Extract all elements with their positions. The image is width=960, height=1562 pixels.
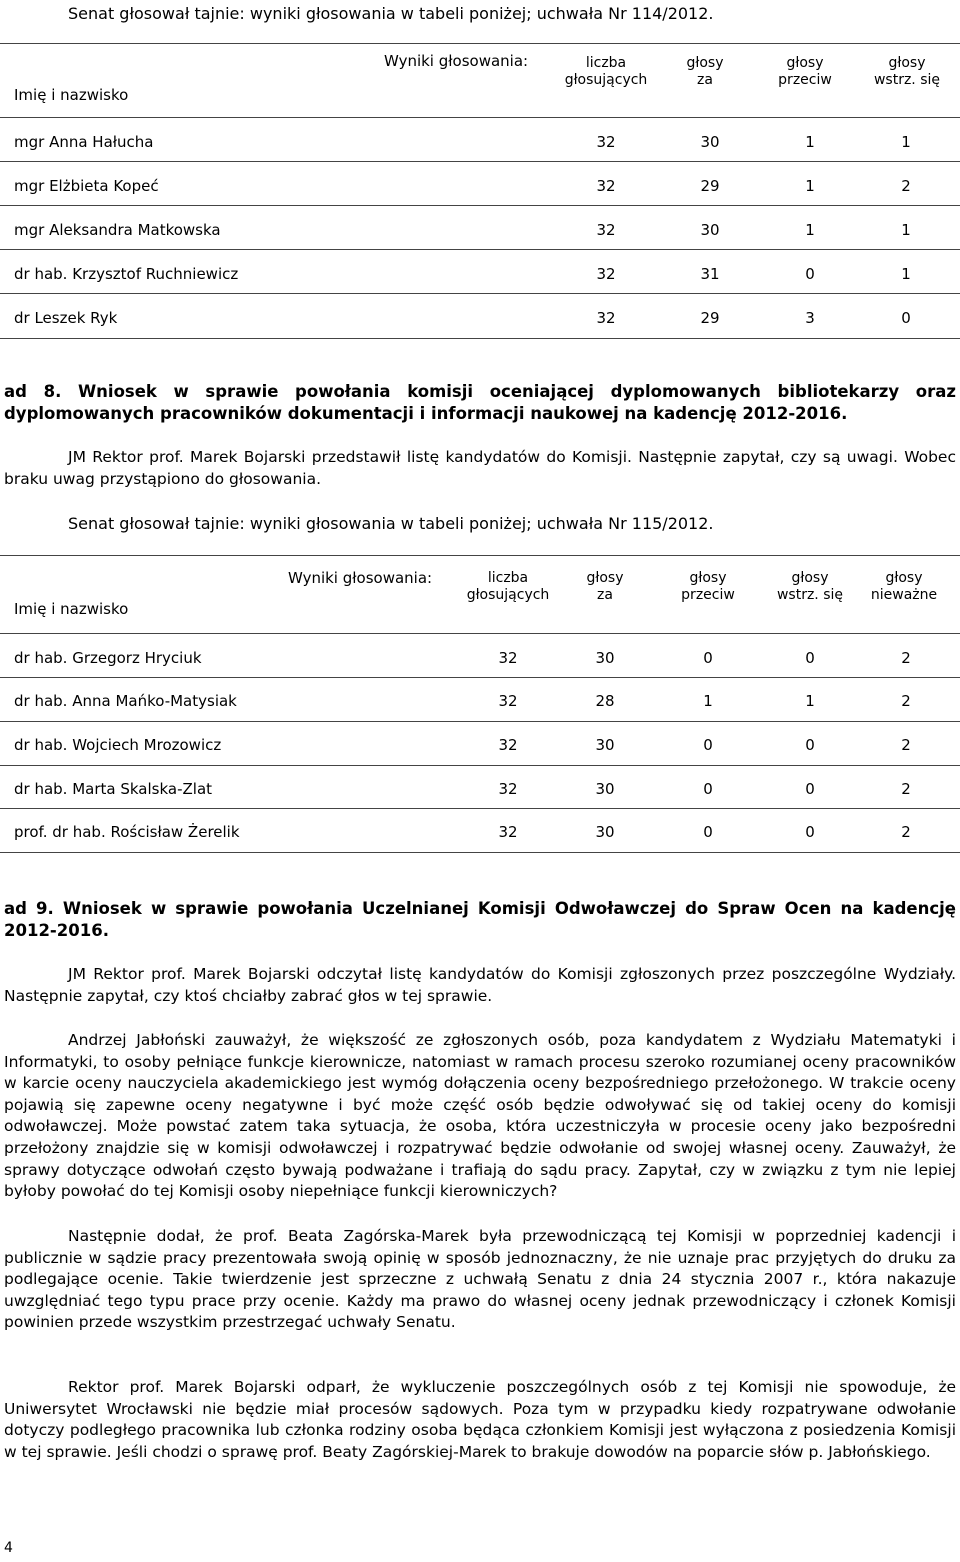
- table1-header-border: [0, 117, 960, 118]
- row-value: 2: [901, 692, 911, 710]
- row-value: 0: [703, 736, 713, 754]
- table1-row-border: [0, 249, 960, 250]
- row-value: 2: [901, 823, 911, 841]
- row-value: 0: [805, 649, 815, 667]
- table2-row-border: [0, 808, 960, 809]
- row-value: 0: [703, 780, 713, 798]
- row-value: 0: [703, 649, 713, 667]
- row-name: mgr Anna Hałucha: [14, 133, 154, 151]
- vote-intro-114: Senat głosował tajnie: wyniki głosowania w tabeli poniżej; uchwała Nr 114/2012.: [68, 4, 714, 23]
- table1-row-border: [0, 293, 960, 294]
- row-value: 32: [498, 736, 518, 754]
- row-value: 32: [596, 265, 616, 283]
- row-name: dr hab. Marta Skalska-Zlat: [14, 780, 213, 798]
- table2-header-border: [0, 633, 960, 634]
- row-value: 1: [703, 692, 713, 710]
- row-value: 0: [901, 309, 911, 327]
- row-value: 1: [901, 265, 911, 283]
- table2-header-name: Imię i nazwisko: [14, 600, 129, 618]
- row-value: 0: [703, 823, 713, 841]
- ad8-heading: ad 8. Wniosek w sprawie powołania komisji oceniającej dyplomowanych bibliotekarzy oraz dyplomowanych pracowników dokumentacji i informacji naukowej na kadencję 2012-2016.: [4, 382, 956, 423]
- table2-bottom-border: [0, 852, 960, 853]
- row-value: 2: [901, 649, 911, 667]
- row-value: 3: [805, 309, 815, 327]
- row-value: 2: [901, 736, 911, 754]
- row-value: 32: [596, 177, 616, 195]
- table2-col-voters: liczba głosujących: [466, 570, 550, 603]
- vote-intro-115: Senat głosował tajnie: wyniki głosowania w tabeli poniżej; uchwała Nr 115/2012.: [68, 514, 714, 533]
- row-value: 32: [498, 692, 518, 710]
- row-value: 32: [498, 649, 518, 667]
- ad9-paragraph-3: Następnie dodał, że prof. Beata Zagórska-Marek była przewodniczącą tej Komisji w poprzedniej kadencji i publicznie w sądzie pracy prezentowała swoją opinię w sposób jednoznaczny, że nie uznaje prac przyjętych do druku za podlegające ocenie. Takie twierdzenie jest sprzeczne z uchwałą Senatu z dnia 24 stycznia 2007 r., która nakazuje uwzględniać tego typu prace przy ocenie. Każdy ma prawo do własnej oceny jednak przewodniczący i członek Komisji powinien przede wszystkim przestrzegać uchwały Senatu.: [4, 1227, 956, 1332]
- table2-top-border: [0, 555, 960, 556]
- row-value: 30: [595, 823, 615, 841]
- table2-col-against: głosy przeciw: [681, 570, 735, 603]
- row-value: 32: [596, 133, 616, 151]
- row-name: dr hab. Anna Mańko-Matysiak: [14, 692, 237, 710]
- row-value: 1: [901, 133, 911, 151]
- row-name: mgr Aleksandra Matkowska: [14, 221, 221, 239]
- row-name: dr hab. Grzegorz Hryciuk: [14, 649, 202, 667]
- table2-row-border: [0, 677, 960, 678]
- row-value: 30: [700, 133, 720, 151]
- row-value: 1: [805, 692, 815, 710]
- row-value: 2: [901, 177, 911, 195]
- row-value: 32: [596, 221, 616, 239]
- row-value: 1: [805, 133, 815, 151]
- row-value: 0: [805, 736, 815, 754]
- table1-row-border: [0, 205, 960, 206]
- row-value: 1: [805, 177, 815, 195]
- row-value: 0: [805, 265, 815, 283]
- table1-col-abstain: głosy wstrz. się: [873, 55, 941, 88]
- row-value: 32: [596, 309, 616, 327]
- table1-header-name: Imię i nazwisko: [14, 86, 129, 104]
- row-value: 32: [498, 823, 518, 841]
- row-value: 0: [805, 823, 815, 841]
- row-value: 29: [700, 309, 720, 327]
- row-value: 32: [498, 780, 518, 798]
- row-value: 1: [901, 221, 911, 239]
- table2-col-abstain: głosy wstrz. się: [776, 570, 844, 603]
- table2-col-invalid: głosy nieważne: [870, 570, 938, 603]
- row-name: prof. dr hab. Rościsław Żerelik: [14, 823, 240, 841]
- table1-col-for: głosy za: [686, 55, 724, 88]
- row-value: 30: [595, 649, 615, 667]
- row-name: dr hab. Wojciech Mrozowicz: [14, 736, 222, 754]
- ad9-paragraph-1: JM Rektor prof. Marek Bojarski odczytał listę kandydatów do Komisji zgłoszonych przez poszczególne Wydziały. Następnie zapytał, czy ktoś chciałby zabrać głos w tej sprawie.: [4, 965, 956, 1005]
- row-name: mgr Elżbieta Kopeć: [14, 177, 159, 195]
- table1-bottom-border: [0, 338, 960, 339]
- ad9-heading: ad 9. Wniosek w sprawie powołania Uczelnianej Komisji Odwoławczej do Spraw Ocen na kadencję 2012-2016.: [4, 899, 956, 940]
- row-value: 31: [700, 265, 720, 283]
- row-value: 2: [901, 780, 911, 798]
- ad9-paragraph-2: Andrzej Jabłoński zauważył, że większość ze zgłoszonych osób, poza kandydatem z Wydziału Matematyki i Informatyki, to osoby pełniące funkcje kierownicze, natomiast w ramach procesu szeroko rozumianej oceny pracowników w karcie oceny nauczyciela akademickiego jest wymóg dołączenia oceny bezpośredniego przełożonego. W trakcie oceny pojawią się zapewne oceny negatywne i być może część osób będzie odwoływać się od takiej oceny do komisji odwoławczej. Może powstać zatem taka sytuacja, że osoba, która uczestniczyła w procesie oceny jako bezpośredni przełożony znajdzie się w komisji odwoławczej i rozpatrywać będzie odwołanie od swojej własnej oceny. Zauważył, że sprawy dotyczące odwołań często bywają podważane i trafiają do sądu pracy. Zapytał, czy w związku z tym nie lepiej byłoby powołać do tej Komisji osoby niepełniące funkcji kierowniczych?: [4, 1031, 956, 1201]
- row-value: 30: [595, 736, 615, 754]
- row-value: 0: [805, 780, 815, 798]
- table1-header-results: Wyniki głosowania:: [384, 52, 529, 70]
- ad8-paragraph: JM Rektor prof. Marek Bojarski przedstawił listę kandydatów do Komisji. Następnie zapytał, czy są uwagi. Wobec braku uwag przystąpiono do głosowania.: [4, 448, 956, 488]
- table2-col-for: głosy za: [586, 570, 624, 603]
- table1-top-border: [0, 43, 960, 44]
- page-number: 4: [4, 1540, 13, 1556]
- table1-col-against: głosy przeciw: [778, 55, 832, 88]
- row-value: 30: [595, 780, 615, 798]
- row-name: dr hab. Krzysztof Ruchniewicz: [14, 265, 239, 283]
- row-name: dr Leszek Ryk: [14, 309, 118, 327]
- table1-row-border: [0, 161, 960, 162]
- row-value: 29: [700, 177, 720, 195]
- row-value: 30: [700, 221, 720, 239]
- table2-header-results: Wyniki głosowania:: [288, 569, 433, 587]
- row-value: 28: [595, 692, 615, 710]
- table2-row-border: [0, 721, 960, 722]
- ad9-paragraph-4: Rektor prof. Marek Bojarski odparł, że wykluczenie poszczególnych osób z tej Komisji nie spowoduje, że Uniwersytet Wrocławski nie będzie miał procesów sądowych. Poza tym w przypadku kiedy rozpatrywane odwołanie dotyczy podległego pracownika lub członka rodziny osoba będąca członkiem Komisji jest wyłączona z posiedzenia Komisji w tej sprawie. Jeśli chodzi o sprawę prof. Beaty Zagórskiej-Marek to brakuje dowodów na poparcie słów p. Jabłońskiego.: [4, 1378, 956, 1461]
- table1-col-voters: liczba głosujących: [564, 55, 648, 88]
- row-value: 1: [805, 221, 815, 239]
- table2-row-border: [0, 765, 960, 766]
